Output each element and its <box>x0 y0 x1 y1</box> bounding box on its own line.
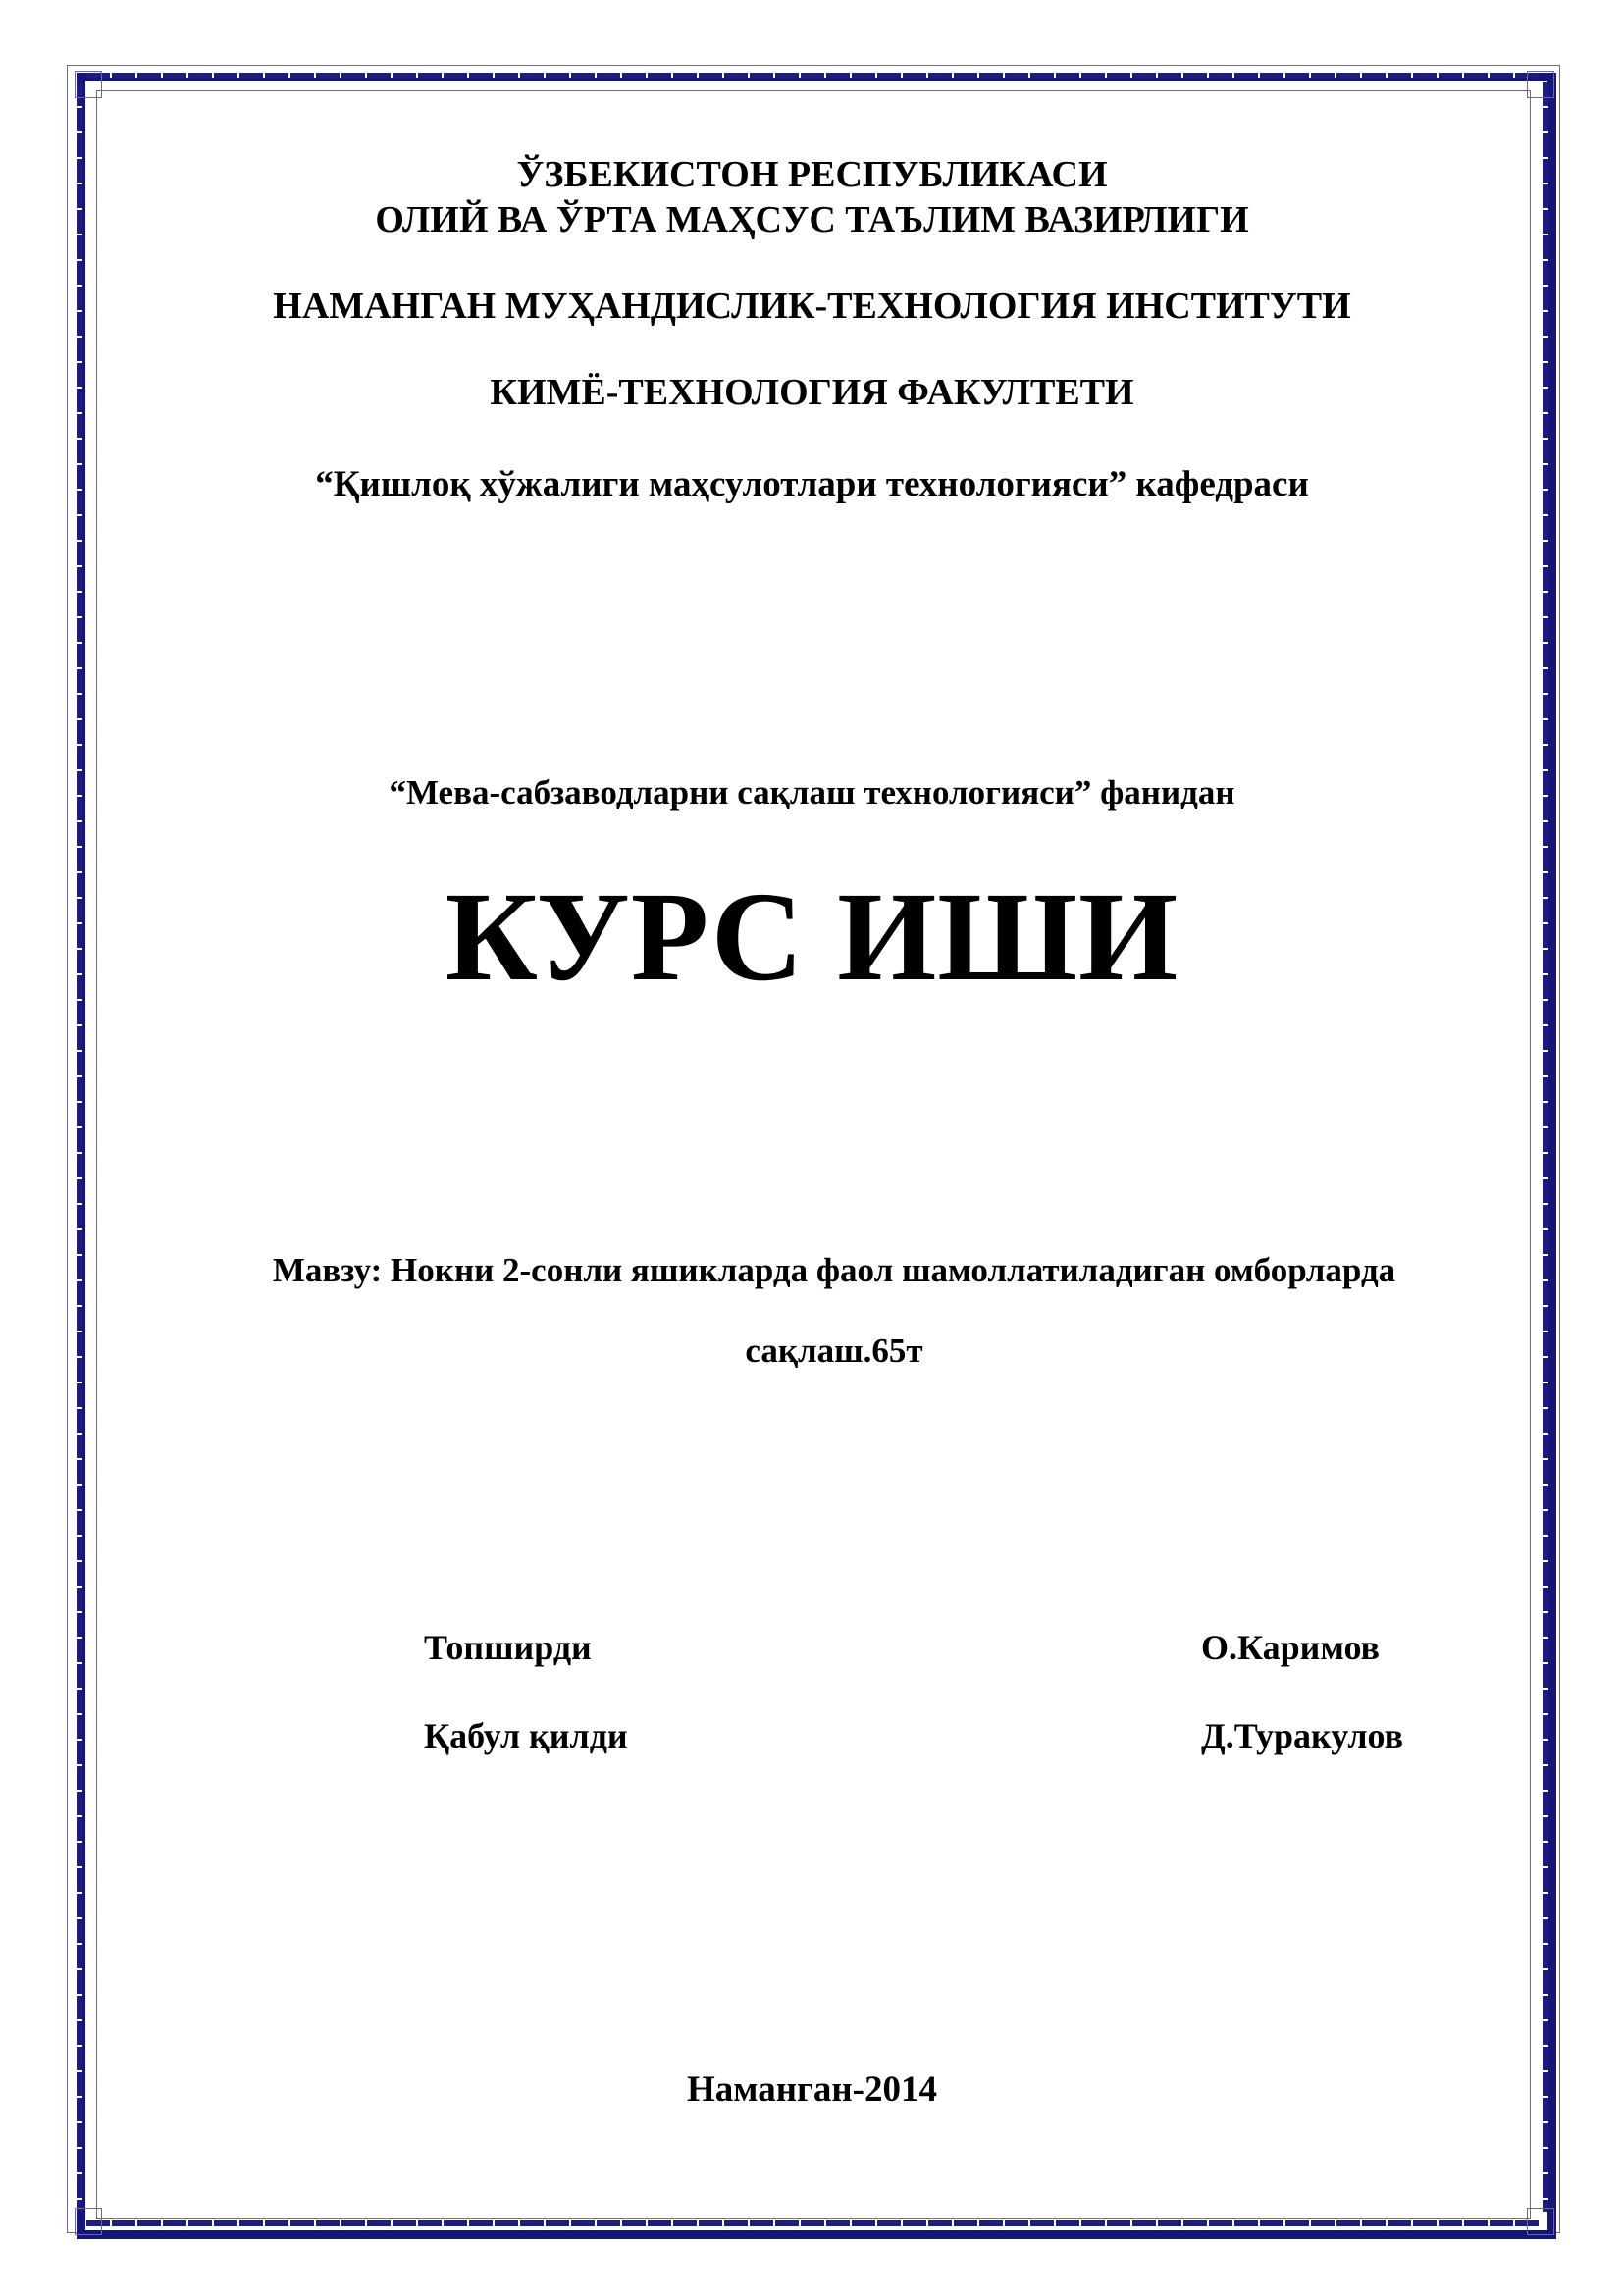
document-title: КУРС ИШИ <box>445 866 1179 1008</box>
faculty-heading: КИМЁ-ТЕХНОЛОГИЯ ФАКУЛТЕТИ <box>490 372 1134 413</box>
submitted-by-label: Топширди <box>424 1628 592 1667</box>
border-corner-bottom-left <box>75 2208 102 2235</box>
accepted-by-label: Қабул қилди <box>424 1716 628 1755</box>
border-corner-top-left <box>75 71 102 98</box>
ministry-heading: ОЛИЙ ВА ЎРТА МАҲСУС ТАЪЛИМ ВАЗИРЛИГИ <box>375 199 1249 240</box>
city-year: Наманган-2014 <box>687 2069 937 2110</box>
department-heading: “Қишлоқ хўжалиги маҳсулотлари технологияси” кафедраси <box>315 464 1309 504</box>
subject-line: “Мева-сабзаводларни сақлаш технологияси” фанидан <box>389 773 1235 811</box>
republic-heading: ЎЗБЕКИСТОН РЕСПУБЛИКАСИ <box>516 154 1108 195</box>
border-corner-bottom-right <box>1527 2208 1554 2235</box>
accepted-by-name: Д.Туракулов <box>1201 1716 1404 1755</box>
border-stripe-bottom <box>86 2220 1539 2226</box>
topic-text: Мавзу: Нокни 2-сонли яшикларда фаол шамоллатиладиган омборларда сақлаш.65т <box>272 1251 1396 1370</box>
institute-heading: НАМАНГАН МУҲАНДИСЛИК-ТЕХНОЛОГИЯ ИНСТИТУТИ <box>273 286 1351 327</box>
border-corner-top-right <box>1527 71 1554 98</box>
submitted-by-name: О.Каримов <box>1201 1628 1380 1667</box>
border-stripe-top <box>86 73 1539 78</box>
